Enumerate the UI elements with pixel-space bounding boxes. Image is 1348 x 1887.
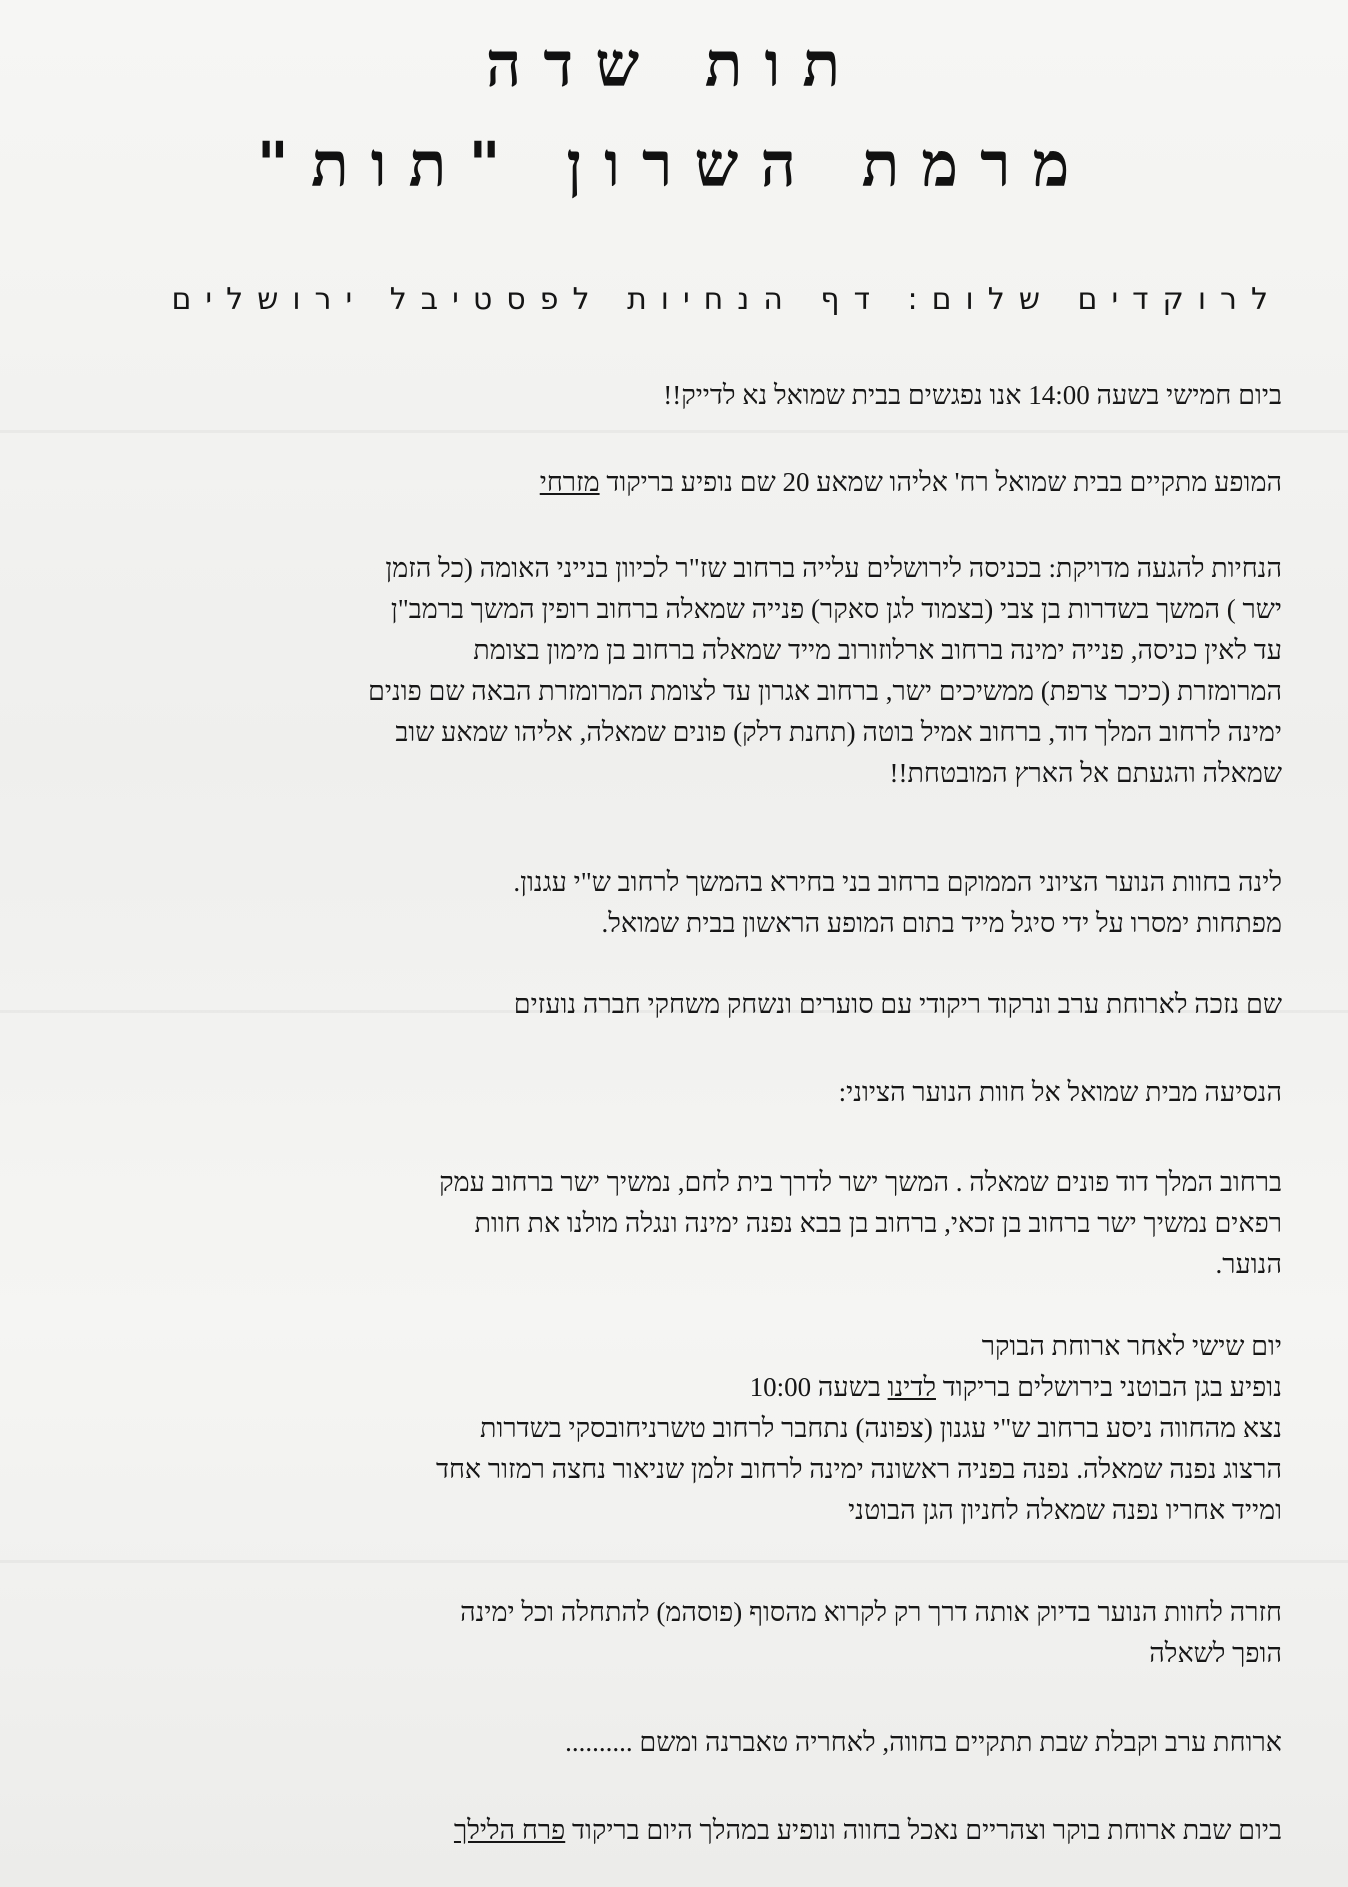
paragraph-line: רפאים נמשיך ישר ברחוב בן זכאי, ברחוב בן בבא נפנה ימינה ונגלה מולנו את חוות [474,1208,1282,1238]
paragraph-saturday [62,1810,1282,1851]
paragraph-line: הופך לשאלה [1149,1638,1282,1668]
paragraph-line: לינה בחוות הנוער הציוני הממוקם ברחוב בני בחירא בהמשך לרחוב ש"י עגנון. [513,867,1282,897]
paragraph-route [62,1162,1282,1285]
paragraph-line: ארוחת ערב וקבלת שבת תתקיים בחווה, לאחריה טאברנה ומשם .......... [565,1727,1282,1757]
paragraph-line: ישר ) המשך בשדרות בן צבי (בצמוד לגן סאקר) פנייה שמאלה ברחוב רופין המשך ברמב"ן [390,594,1282,624]
paragraph-evening [62,984,1282,1025]
paragraph-line: ברחוב המלך דוד פונים שמאלה . המשך ישר לדרך בית לחם, נמשיך ישר ברחוב עמק [439,1167,1282,1197]
paragraph-line: חזרה לחוות הנוער בדיוק אותה דרך רק לקרוא מהסוף (פוסהמ) להתחלה וכל ימינה [460,1597,1282,1627]
paragraph-route-heading [62,1072,1282,1113]
paragraph-line: ומייד אחריו נפנה שמאלה לחניון הגן הבוטני [848,1495,1282,1525]
text-run: נופיע בגן הבוטני בירושלים בריקוד [935,1372,1282,1402]
paragraph-friday [62,1326,1282,1531]
text-run: ביום שבת ארוחת בוקר וצהריים נאכל בחווה ונופיע במהלך היום בריקוד [565,1815,1282,1845]
paragraph-line: יום שישי לאחר ארוחת הבוקר [981,1331,1282,1361]
paragraph-shabbat-evening [62,1722,1282,1763]
paragraph-line: הנסיעה מבית שמואל אל חוות הנוער הציוני: [838,1077,1282,1107]
paragraph-line: ביום חמישי בשעה 14:00 אנו נפגשים בבית שמואל נא לדייק!! [663,380,1282,410]
paragraph-line: הרצוג נפנה שמאלה. נפנה בפניה ראשונה ימינה לרחוב זלמן שניאור נחצה רמזור אחד [435,1454,1282,1484]
dance-name-underlined: פרח הלילך [453,1815,566,1845]
paragraph-line: ימינה לרחוב המלך דוד, ברחוב אמיל בוטה (תחנת דלק) פונים שמאלה, אליהו שמאע שוב [395,717,1282,747]
dance-name-underlined: לדינו [887,1372,936,1402]
paragraph-line: הנוער. [1215,1249,1282,1279]
paragraph-line [62,462,1282,503]
paragraph-line: עד לאין כניסה, פנייה ימינה ברחוב ארלוזורוב מייד שמאלה ברחוב בן מימון בצומת [473,635,1282,665]
paragraph-line: שם נזכה לארוחת ערב ונרקוד ריקודי עם סוערים ונשחק משחקי חברה נועזים [513,989,1282,1019]
paragraph-meeting-time [62,375,1282,416]
paragraph-return [62,1592,1282,1674]
paragraph-line [62,1810,1282,1851]
dance-name-underlined: מזרחי [539,467,600,497]
paragraph-directions [62,548,1282,794]
title-line-1: תות שדה [485,28,863,101]
subtitle: לרוקדים שלום: דף הנחיות לפסטיבל ירושלים [171,282,1282,317]
paragraph-line: שמאלה והגעתם אל הארץ המובטחת!! [889,758,1282,788]
title-line-2: מרמת השרון "תות" [256,128,1092,201]
paragraph-line: נצא מהחווה ניסע ברחוב ש"י עגנון (צפונה) נתחבר לרחוב טשרניחובסקי בשדרות [479,1413,1282,1443]
text-run: המופע מתקיים בבית שמואל רח' אליהו שמאע 20 שם נופיע בריקוד [599,467,1282,497]
paragraph-line: מפתחות ימסרו על ידי סיגל מייד בתום המופע הראשון בבית שמואל. [601,908,1282,938]
text-run: בשעה 10:00 [749,1372,888,1402]
paragraph-lodging [62,862,1282,944]
paragraph-line: המרומזרת (כיכר צרפת) ממשיכים ישר, ברחוב אגרון עד לצומת המרומזרת הבאה שם פונים [368,676,1282,706]
paragraph-show-location [62,462,1282,503]
paragraph-line [62,1367,1282,1408]
paragraph-line: הנחיות להגעה מדויקת: בכניסה לירושלים עלייה ברחוב שז"ר לכיוון בנייני האומה (כל הזמן [385,553,1282,583]
